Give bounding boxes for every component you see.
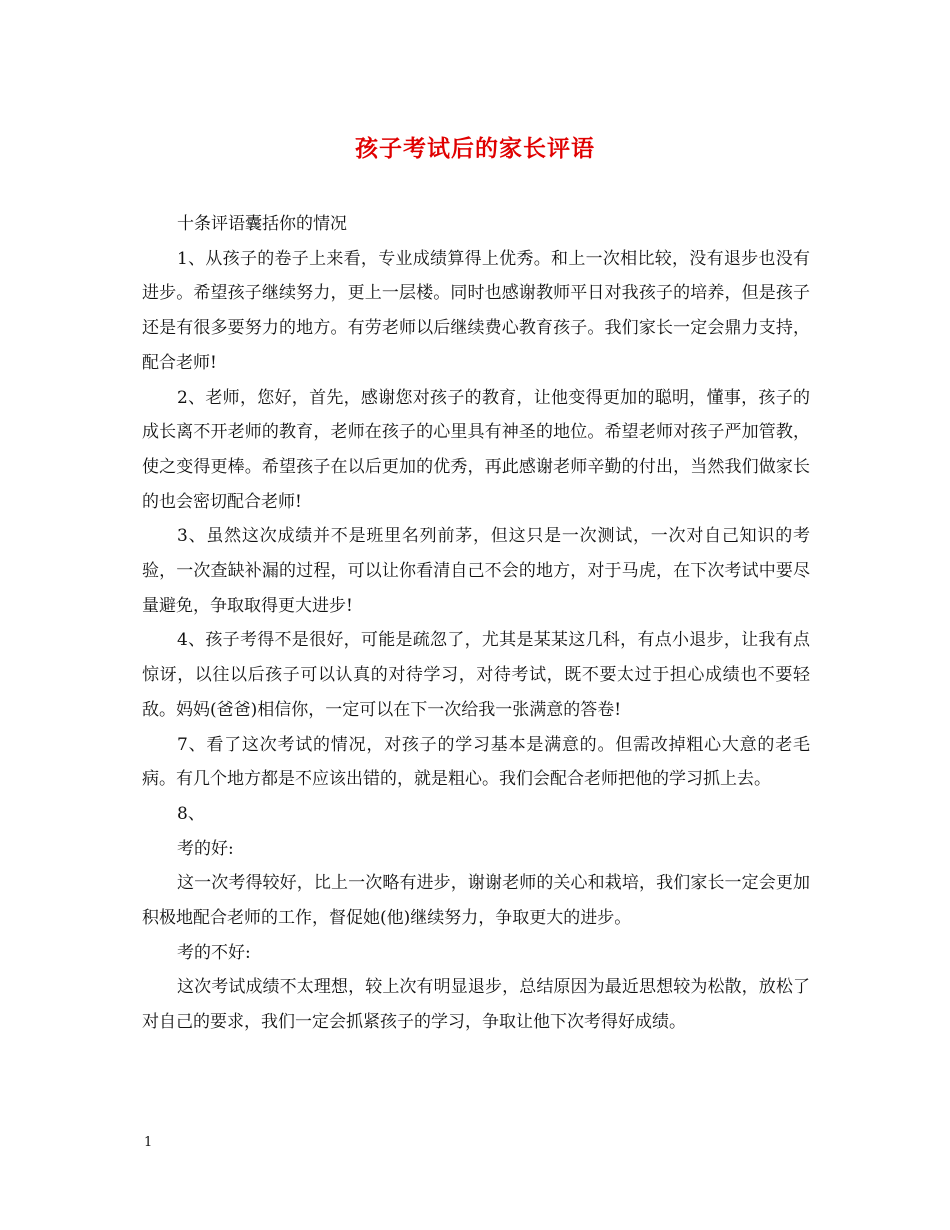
paragraph-item-4: 4、孩子考得不是很好，可能是疏忽了，尤其是某某这几科，有点小退步，让我有点惊讶，以往以后孩子可以认真的对待学习，对待考试，既不要太过于担心成绩也不要轻敌。妈妈(爸爸)相信你，一定可以在下一次给我一张满意的答卷! — [142, 630, 810, 720]
paragraph-item-7: 7、看了这次考试的情况，对孩子的学习基本是满意的。但需改掉粗心大意的老毛病。有几个地方都是不应该出错的，就是粗心。我们会配合老师把他的学习抓上去。 — [142, 734, 810, 790]
document-title: 孩子考试后的家长评语 — [355, 135, 595, 162]
paragraph-item-8: 8、 — [177, 803, 205, 824]
paragraph-bad-result: 这次考试成绩不太理想，较上次有明显退步，总结原因为最近思想较为松散，放松了对自己的要求，我们一定会抓紧孩子的学习，争取让他下次考得好成绩。 — [142, 977, 810, 1033]
paragraph-item-2: 2、老师，您好，首先，感谢您对孩子的教育，让他变得更加的聪明，懂事，孩子的成长离不开老师的教育，老师在孩子的心里具有神圣的地位。希望老师对孩子严加管教，使之变得更棒。希望孩子在以后更加的优秀，再此感谢老师辛勤的付出，当然我们做家长的也会密切配合老师! — [142, 387, 810, 512]
subheading-good-result: 考的好: — [177, 838, 234, 859]
paragraph-intro: 十条评语囊括你的情况 — [177, 214, 347, 234]
paragraph-item-1: 1、从孩子的卷子上来看，专业成绩算得上优秀。和上一次相比较，没有退步也没有进步。希望孩子继续努力，更上一层楼。同时也感谢教师平日对我孩子的培养，但是孩子还是有很多要努力的地方。有劳老师以后继续费心教育孩子。我们家长一定会鼎力支持，配合老师! — [142, 248, 810, 373]
document-body — [142, 207, 810, 1040]
page-number: 1 — [144, 1135, 153, 1150]
paragraph-good-result: 这一次考得较好，比上一次略有进步，谢谢老师的关心和栽培，我们家长一定会更加积极地配合老师的工作，督促她(他)继续努力，争取更大的进步。 — [142, 873, 810, 929]
paragraph-item-3: 3、虽然这次成绩并不是班里名列前茅，但这只是一次测试，一次对自己知识的考验，一次查缺补漏的过程，可以让你看清自己不会的地方，对于马虎，在下次考试中要尽量避免，争取取得更大进步! — [142, 526, 810, 616]
subheading-bad-result: 考的不好: — [177, 942, 251, 963]
